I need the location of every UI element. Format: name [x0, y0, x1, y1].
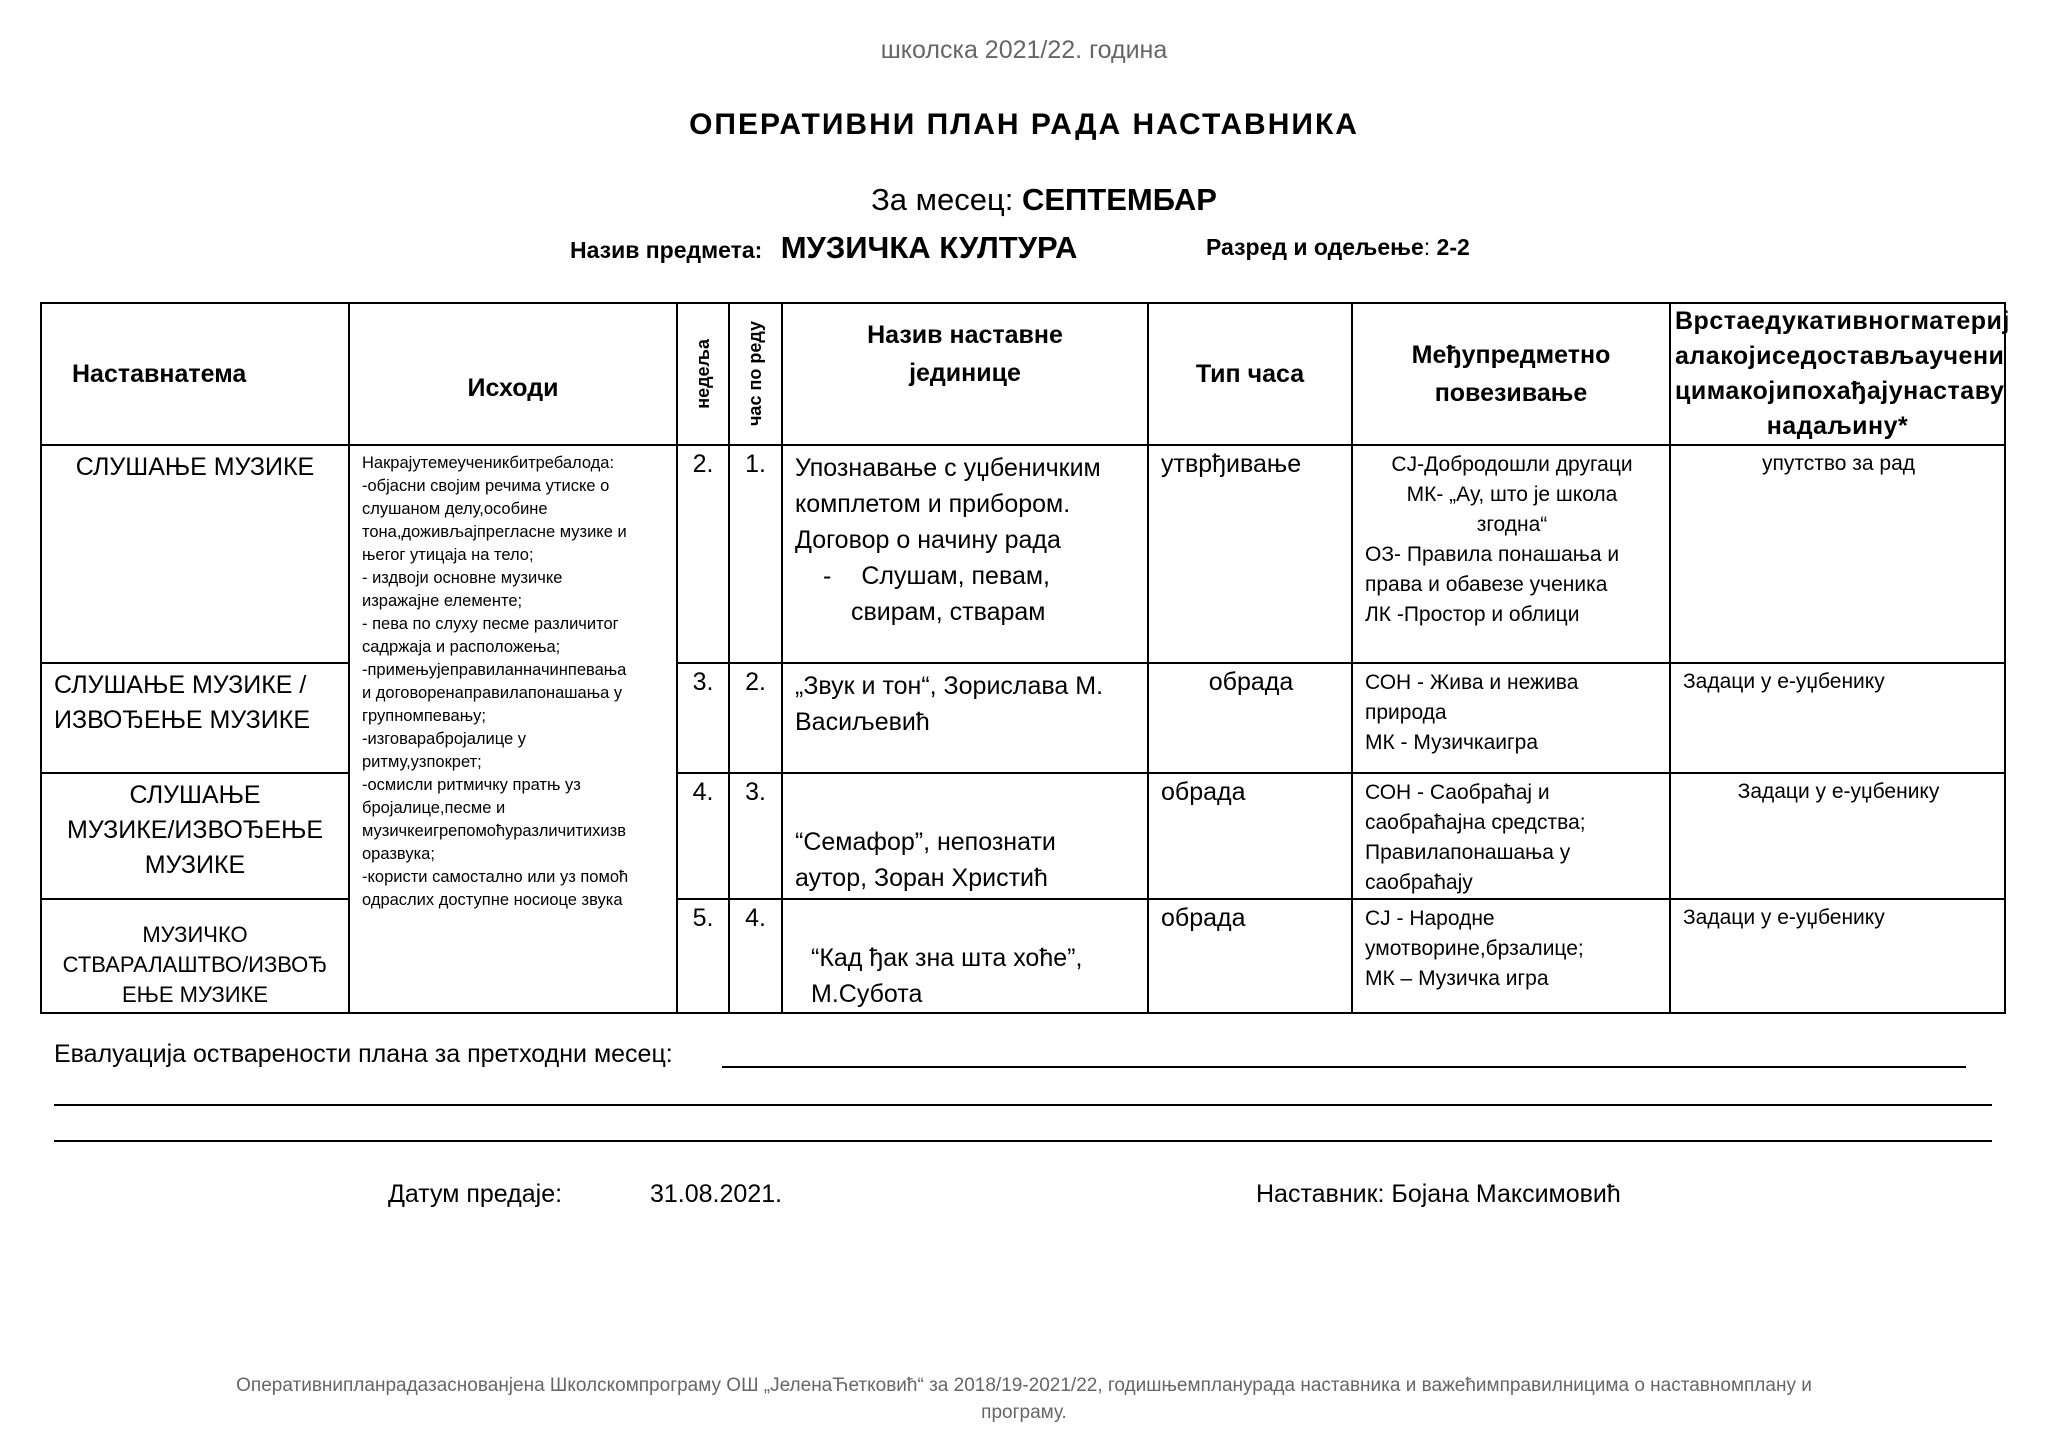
header-row	[41, 303, 2005, 445]
header-lesson-no: час по реду	[729, 303, 782, 445]
evaluation-label: Евалуација остварености плана за претходни месец:	[54, 1040, 673, 1068]
header-resources: Врстаедукативногматериј алакојиседостављаучени цимакојипохађајунаставу надаљину*	[1670, 303, 2005, 445]
table-row	[41, 773, 2005, 899]
outcomes-cell: Накрајутемеученикбитребалода: -објасни својим речима утиске о слушаном делу,особине тона,доживљајпрегласне музике и његог утицаја на тело; - издвоји основне музичке изражајне елементе; - пева по слуху песме различитог садржаја и расположења; -примењујеправиланначинпевања и договоренаправилапонашања у групномпевању; -изговарабројалице у ритму,узпокрет; -осмисли ритмичку пратњ уз бројалице,песме и музичкеигрепомоћуразличитихизв оразвука; -користи самостално или уз помоћ одраслих доступне носиоце звука	[349, 445, 677, 1013]
plan-table	[40, 302, 2010, 1014]
resources-cell: Задаци у е-уџбенику	[1670, 663, 2005, 773]
topic-cell: МУЗИЧКО СТВАРАЛАШТВО/ИЗВОЂ ЕЊЕ МУЗИКЕ	[41, 899, 349, 1013]
lesson-cell: „Звук и тон“, Зорислава М. Васиљевић	[782, 663, 1148, 773]
topic-cell: СЛУШАЊЕ МУЗИКЕ	[41, 445, 349, 663]
correlation-cell: СОН - Саобраћај и саобраћајна средства; Правилапонашања у саобраћају	[1352, 773, 1670, 899]
lesson-cell: “Семафор”, непознати аутор, Зоран Христић	[782, 773, 1148, 899]
footer-note: Оперативнипланрадазаснованјена Школскомпрограму ОШ „ЈеленаЋетковић“ за 2018/19-2021/22, годишњемпланурада наставника и важећимправилницима о наставномплану и програму.	[236, 1375, 1812, 1423]
document-title: ОПЕРАТИВНИ ПЛАН РАДА НАСТАВНИКА	[689, 108, 1359, 141]
type-cell: утврђивање	[1148, 445, 1352, 663]
subject-line	[570, 230, 1077, 266]
subject-label: Назив предмета:	[570, 237, 763, 263]
evaluation-line	[722, 1066, 1966, 1068]
correlation-cell: СОН - Жива и нежива природа МК - Музичкаигра	[1352, 663, 1670, 773]
header-topic: Наставнатема	[41, 303, 349, 445]
lesson-no-cell: 2.	[729, 663, 782, 773]
date-label: Датум предаје:	[388, 1180, 563, 1208]
grade-label: Разред и одељење	[1206, 234, 1424, 260]
type-cell: обрада	[1148, 899, 1352, 1013]
week-cell: 5.	[677, 899, 729, 1013]
evaluation-line	[54, 1104, 1992, 1106]
lesson-cell: Упознавање с уџбеничким комплетом и прибором. Договор о начину рада - Слушам, певам, свирам, стварам	[782, 445, 1148, 663]
lesson-no-cell: 3.	[729, 773, 782, 899]
week-cell: 2.	[677, 445, 729, 663]
month-label: За месец:	[871, 182, 1014, 217]
grade-value: 2-2	[1436, 234, 1470, 260]
month-value: СЕПТЕМБАР	[1021, 182, 1217, 217]
correlation-cell: СЈ - Народне умотворине,брзалице; МК – Музичка игра	[1352, 899, 1670, 1013]
week-cell: 4.	[677, 773, 729, 899]
correlation-cell: СЈ-Добродошли другаци МК- „Ау, што је школа згодна“ ОЗ- Правила понашања и права и обавезе ученика ЛК -Простор и облици	[1352, 445, 1670, 663]
week-cell: 3.	[677, 663, 729, 773]
school-year: школска 2021/22. година	[880, 36, 1168, 64]
topic-cell: СЛУШАЊЕ МУЗИКЕ/ИЗВОЂЕЊЕ МУЗИКЕ	[41, 773, 349, 899]
table-row	[41, 445, 2005, 663]
header-type: Тип часа	[1148, 303, 1352, 445]
header-lesson-name: Назив наставне јединице	[782, 303, 1148, 445]
topic-cell: СЛУШАЊЕ МУЗИКЕ / ИЗВОЂЕЊЕ МУЗИКЕ	[41, 663, 349, 773]
resources-cell: Задаци у е-уџбенику	[1670, 773, 2005, 899]
lesson-no-cell: 4.	[729, 899, 782, 1013]
subject-value: МУЗИЧКА КУЛТУРА	[780, 230, 1078, 265]
month-line	[0, 182, 2048, 218]
table-row	[41, 899, 2005, 1013]
table-row	[41, 663, 2005, 773]
lesson-cell: “Кад ђак зна шта хоће”, М.Субота	[782, 899, 1148, 1013]
resources-cell: Задаци у е-уџбенику	[1670, 899, 2005, 1013]
header-correlation: Међупредметно повезивање	[1352, 303, 1670, 445]
lesson-no-cell: 1.	[729, 445, 782, 663]
type-cell: обрада	[1148, 663, 1352, 773]
resources-cell: упутство за рад	[1670, 445, 2005, 663]
header-outcomes: Исходи	[349, 303, 677, 445]
teacher-name: Наставник: Бојана Максимовић	[1256, 1180, 1621, 1208]
evaluation-line	[54, 1140, 1992, 1142]
grade-line: Разред и одељење: 2-2	[1206, 234, 1470, 260]
header-week: недеља	[677, 303, 729, 445]
date-value: 31.08.2021.	[650, 1180, 783, 1208]
type-cell: обрада	[1148, 773, 1352, 899]
